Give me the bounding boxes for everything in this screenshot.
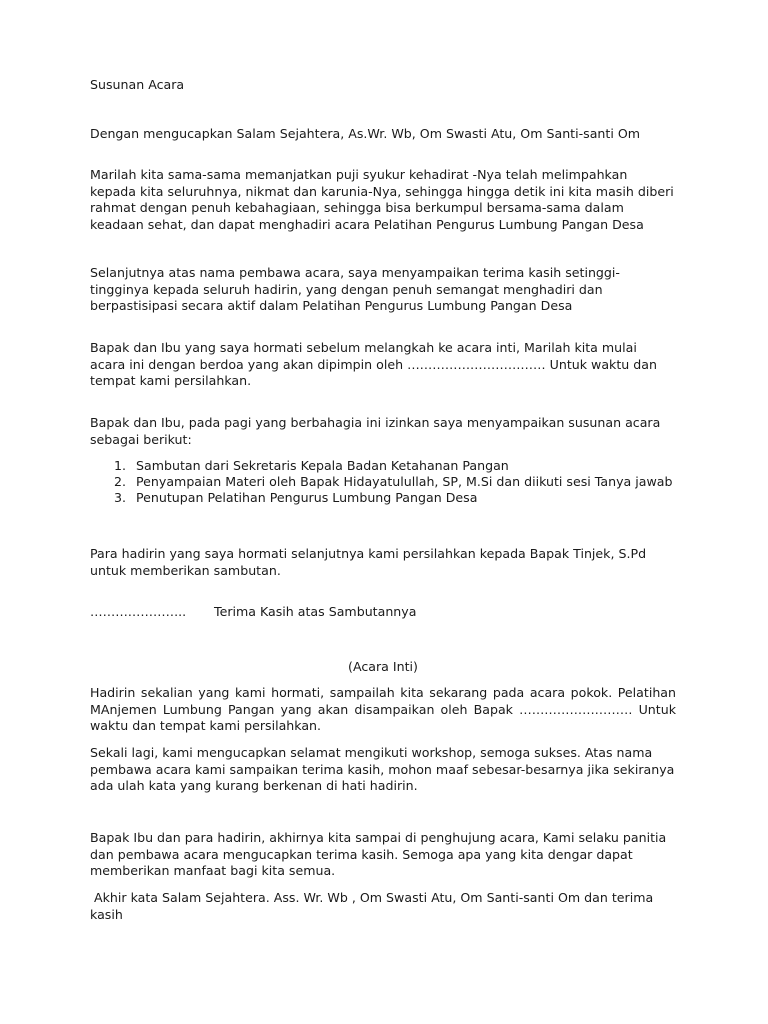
thanks-line	[90, 604, 676, 621]
paragraph-gratitude: Marilah kita sama-sama memanjatkan puji syukur kehadirat -Nya telah melimpahkan kepada kita seluruhnya, nikmat dan karunia-Nya, sehingga hingga detik ini kita masih diberi rahmat dengan penuh kebahagiaan, sehingga bisa berkumpul bersama-sama dalam keadaan sehat, dan dapat menghadiri acara Pelatihan Pengurus Lumbung Pangan Desa	[90, 167, 674, 232]
agenda-item-text: Penutupan Pelatihan Pengurus Lumbung Pangan Desa	[136, 490, 478, 505]
agenda-item-text: Penyampaian Materi oleh Bapak Hidayatulullah, SP, M.Si dan diikuti sesi Tanya jawab	[136, 474, 673, 489]
agenda-item-number: 1.	[114, 458, 127, 473]
paragraph-prayer: Bapak dan Ibu yang saya hormati sebelum melangkah ke acara inti, Marilah kita mulai acara ini dengan berdoa yang akan dipimpin oleh …………………………… Untuk waktu dan tempat kami persilahkan.	[90, 340, 657, 388]
paragraph-farewell: Akhir kata Salam Sejahtera. Ass. Wr. Wb , Om Swasti Atu, Om Santi-santi Om dan terima kasih	[90, 890, 658, 922]
paragraph-thanks: Selanjutnya atas nama pembawa acara, saya menyampaikan terima kasih setinggi-tingginya kepada seluruh hadirin, yang dengan penuh semangat menghadiri dan berpastisipasi secara aktif dalam Pelatihan Pengurus Lumbung Pangan Desa	[90, 265, 620, 313]
thanks-text: Terima Kasih atas Sambutannya	[214, 604, 417, 619]
agenda-item	[90, 490, 676, 506]
paragraph-apology: Sekali lagi, kami mengucapkan selamat mengikuti workshop, semoga sukses. Atas nama pembawa acara kami sampaikan terima kasih, mohon maaf sebesar-besarnya jika sekiranya ada ulah kata yang kurang berkenan di hati hadirin.	[90, 745, 675, 793]
thanks-dots: …………………..	[90, 604, 187, 619]
document-title: Susunan Acara	[90, 77, 185, 92]
agenda-item-number: 2.	[114, 474, 127, 489]
paragraph-closing: Bapak Ibu dan para hadirin, akhirnya kita sampai di penghujung acara, Kami selaku panitia dan pembawa acara mengucapkan terima kasih. Semoga apa yang kita dengar dapat memberikan manfaat bagi kita semua.	[90, 830, 667, 878]
paragraph-welcome-speech: Para hadirin yang saya hormati selanjutnya kami persilahkan kepada Bapak Tinjek, S.Pd untuk memberikan sambutan.	[90, 546, 647, 578]
agenda-item-number: 3.	[114, 490, 127, 505]
agenda-item-text: Sambutan dari Sekretaris Kepala Badan Ketahanan Pangan	[136, 458, 509, 473]
agenda-item	[90, 458, 676, 474]
paragraph-main-event: Hadirin sekalian yang kami hormati, sampailah kita sekarang pada acara pokok. Pelatihan MAnjemen Lumbung Pangan yang akan disampaikan oleh Bapak ……………………… Untuk waktu dan tempat kami persilahkan.	[90, 685, 676, 733]
opening-greeting: Dengan mengucapkan Salam Sejahtera, As.Wr. Wb, Om Swasti Atu, Om Santi-santi Om	[90, 126, 641, 141]
paragraph-agenda-intro: Bapak dan Ibu, pada pagi yang berbahagia ini izinkan saya menyampaikan susunan acara sebagai berikut:	[90, 415, 661, 447]
agenda-item	[90, 474, 676, 490]
agenda-list	[90, 458, 676, 506]
section-heading: (Acara Inti)	[348, 659, 418, 674]
